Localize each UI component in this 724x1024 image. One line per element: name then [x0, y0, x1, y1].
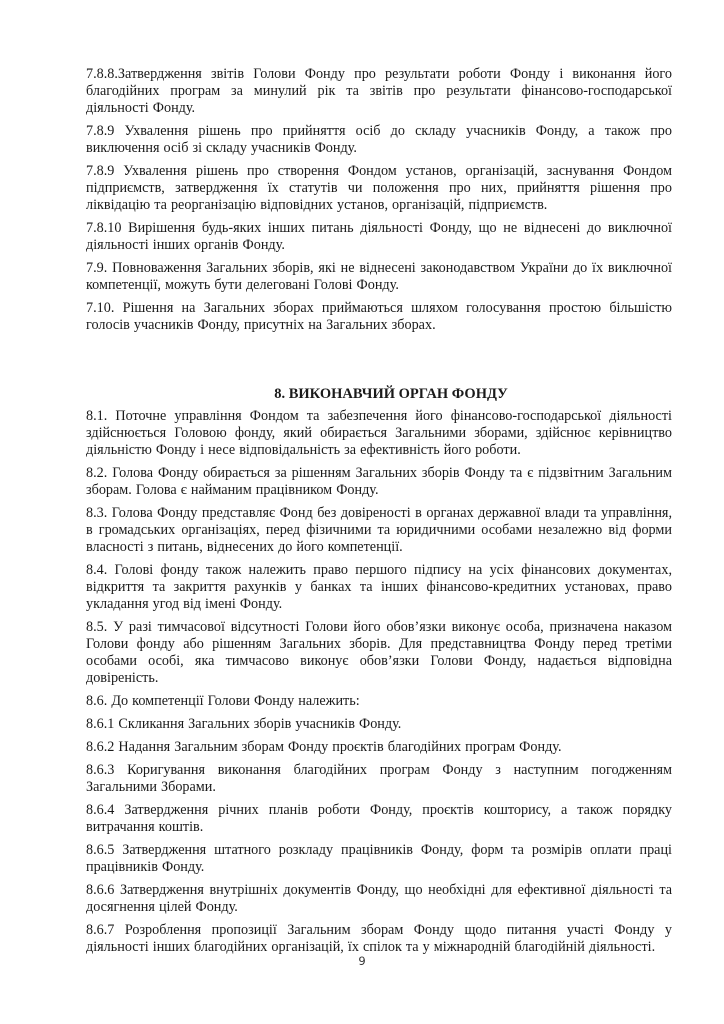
paragraph-7-8-8: 7.8.8.Затвердження звітів Голови Фонду про результати роботи Фонду і виконання його благодійних програм за минулий рік та звітів про результати фінансово-господарської діяльності Фонду. — [86, 66, 672, 116]
page-number: 9 — [358, 954, 366, 968]
paragraph-8-3: 8.3. Голова Фонду представляє Фонд без довіреності в органах державної влади та управління, в громадських організаціях, перед фізичними та юридичними особами незалежно від форми власності з питань, віднесених до його компетенції. — [86, 505, 672, 555]
paragraph-8-6-3: 8.6.3 Коригування виконання благодійних програм Фонду з наступним погодженням Загальними Зборами. — [86, 762, 672, 795]
paragraph-8-6-2: 8.6.2 Надання Загальним зборам Фонду проєктів благодійних програм Фонду. — [86, 739, 562, 755]
section-heading: 8. ВИКОНАВЧИЙ ОРГАН ФОНДУ — [274, 386, 508, 402]
paragraph-8-1: 8.1. Поточне управління Фондом та забезпечення його фінансово-господарської діяльності здійснюється Головою фонду, який обирається Загальними зборами, здійснює керівництво діяльністю Фонду і несе відповідальність за ефективність його роботи. — [86, 408, 672, 458]
paragraph-7-8-10: 7.8.10 Вирішення будь-яких інших питань діяльності Фонду, що не віднесені до виключної діяльності інших органів Фонду. — [86, 220, 672, 253]
paragraph-7-8-9-members: 7.8.9 Ухвалення рішень про прийняття осіб до складу учасників Фонду, а також про виключення осіб зі складу учасників Фонду. — [86, 123, 672, 156]
paragraph-8-6-6: 8.6.6 Затвердження внутрішніх документів Фонду, що необхідні для ефективної діяльності та досягнення цілей Фонду. — [86, 882, 672, 915]
paragraph-8-6-4: 8.6.4 Затвердження річних планів роботи Фонду, проєктів кошторису, а також порядку витрачання коштів. — [86, 802, 672, 835]
paragraph-8-6-5: 8.6.5 Затвердження штатного розкладу працівників Фонду, форм та розмірів оплати праці працівників Фонду. — [86, 842, 672, 875]
paragraph-7-9: 7.9. Повноваження Загальних зборів, які не віднесені законодавством України до їх виключної компетенції, можуть бути делеговані Голові Фонду. — [86, 260, 672, 293]
paragraph-8-6: 8.6. До компетенції Голови Фонду належить: — [86, 693, 360, 709]
paragraph-8-5: 8.5. У разі тимчасової відсутності Голови його обов’язки виконує особа, призначена наказом Голови фонду або рішенням Загальних зборів. Для представництва Фонду перед третіми особами особі, яка тимчасово виконує обов’язки Голови Фонду, надається відповідна довіреність. — [86, 619, 672, 686]
document-page — [86, 66, 672, 962]
paragraph-8-2: 8.2. Голова Фонду обирається за рішенням Загальних зборів Фонду та є підзвітним Загальним зборам. Голова є найманим працівником Фонду. — [86, 465, 672, 498]
paragraph-7-10: 7.10. Рішення на Загальних зборах приймаються шляхом голосування простою більшістю голосів учасників Фонду, присутніх на Загальних зборах. — [86, 300, 672, 333]
paragraph-7-8-9-institutions: 7.8.9 Ухвалення рішень про створення Фондом установ, організацій, заснування Фондом підприємств, затвердження їх статутів чи положення про них, прийняття рішення про ліквідацію та реорганізацію відповідних установ, організацій, підприємств. — [86, 163, 672, 213]
paragraph-8-6-7: 8.6.7 Розроблення пропозиції Загальним зборам Фонду щодо питання участі Фонду у діяльності інших благодійних організацій, їх спілок та у міжнародній благодійній діяльності. — [86, 922, 672, 955]
paragraph-8-4: 8.4. Голові фонду також належить право першого підпису на усіх фінансових документах, відкриття та закриття рахунків у банках та інших фінансово-кредитних установах, право укладання угод від імені Фонду. — [86, 562, 672, 612]
paragraph-8-6-1: 8.6.1 Скликання Загальних зборів учасників Фонду. — [86, 716, 402, 732]
